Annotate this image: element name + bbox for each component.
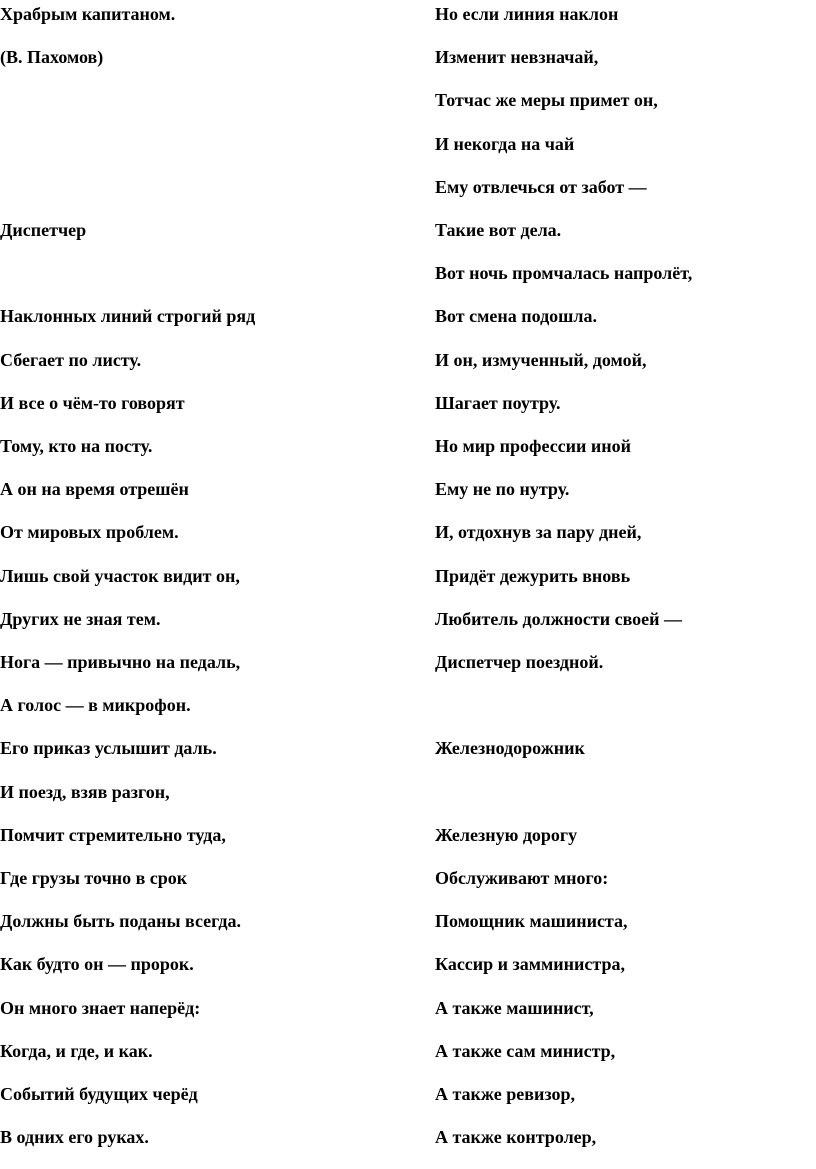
poem-line: Как будто он — пророк. xyxy=(0,954,194,975)
poem-line: И все о чём-то говорят xyxy=(0,392,185,413)
poem-line: Но мир профессии иной xyxy=(435,436,632,456)
poem-line: Ему не по нутру. xyxy=(435,479,570,500)
poem-line: Нога — привычно на педаль, xyxy=(0,652,241,672)
poem-line: Событий будущих черёд xyxy=(0,1084,198,1104)
poem-line: Наклонных линий строгий ряд xyxy=(0,306,256,327)
poem-line: А также машинист, xyxy=(435,997,594,1018)
poem-line: Должны быть поданы всегда. xyxy=(0,911,242,932)
poem-line: Тому, кто на посту. xyxy=(0,436,153,456)
poem-line: Вот ночь промчалась напролёт, xyxy=(435,263,693,284)
poem-line: Лишь свой участок видит он, xyxy=(0,565,240,586)
poem-line: Он много знает наперёд: xyxy=(0,997,201,1018)
poem-line: От мировых проблем. xyxy=(0,522,179,543)
poem-line: Железнодорожник xyxy=(435,738,585,759)
poem-line: Диспетчер поездной. xyxy=(435,652,604,672)
poem-line: Храбрым капитаном. xyxy=(0,4,176,24)
poem-line: Но если линия наклон xyxy=(435,4,619,24)
poem-line: А голос — в микрофон. xyxy=(0,695,191,716)
poem-line: И поезд, взяв разгон, xyxy=(0,781,170,802)
poem-line: Такие вот дела. xyxy=(435,220,562,240)
poem-line: И он, измученный, домой, xyxy=(435,349,647,370)
poem-line: Изменит невзначай, xyxy=(435,47,599,68)
poem-line: Железную дорогу xyxy=(435,824,578,845)
poem-line: Придёт дежурить вновь xyxy=(435,565,631,586)
poem-line: Где грузы точно в срок xyxy=(0,868,188,888)
poem-line: Кассир и замминистра, xyxy=(435,954,625,975)
poem-line: Тотчас же меры примет он, xyxy=(435,90,658,111)
poem-line: Когда, и где, и как. xyxy=(0,1040,153,1061)
poem-line: Его приказ услышит даль. xyxy=(0,738,217,759)
poem-line: А он на время отрешён xyxy=(0,479,189,500)
poem-line: В одних его руках. xyxy=(0,1127,149,1148)
poem-line: Других не зная тем. xyxy=(0,608,161,629)
poem-line: Помчит стремительно туда, xyxy=(0,824,226,845)
poem-line: Шагает поутру. xyxy=(435,392,561,413)
poem-line: И, отдохнув за пару дней, xyxy=(435,522,642,543)
poem-line: Вот смена подошла. xyxy=(435,306,597,327)
poem-line: А также контролер, xyxy=(435,1127,597,1148)
poem-line: И некогда на чай xyxy=(435,133,575,154)
poem-line: А также сам министр, xyxy=(435,1040,616,1061)
poem-line: (В. Пахомов) xyxy=(0,47,104,68)
poem-line: Обслуживают много: xyxy=(435,868,609,888)
poem-line: А также ревизор, xyxy=(435,1084,575,1104)
poem-line: Диспетчер xyxy=(0,220,87,240)
poem-line: Помощник машиниста, xyxy=(435,911,628,932)
poem-line: Ему отвлечься от забот — xyxy=(435,176,647,197)
poem-line: Сбегает по листу. xyxy=(0,349,142,370)
poem-line: Любитель должности своей — xyxy=(435,608,683,629)
